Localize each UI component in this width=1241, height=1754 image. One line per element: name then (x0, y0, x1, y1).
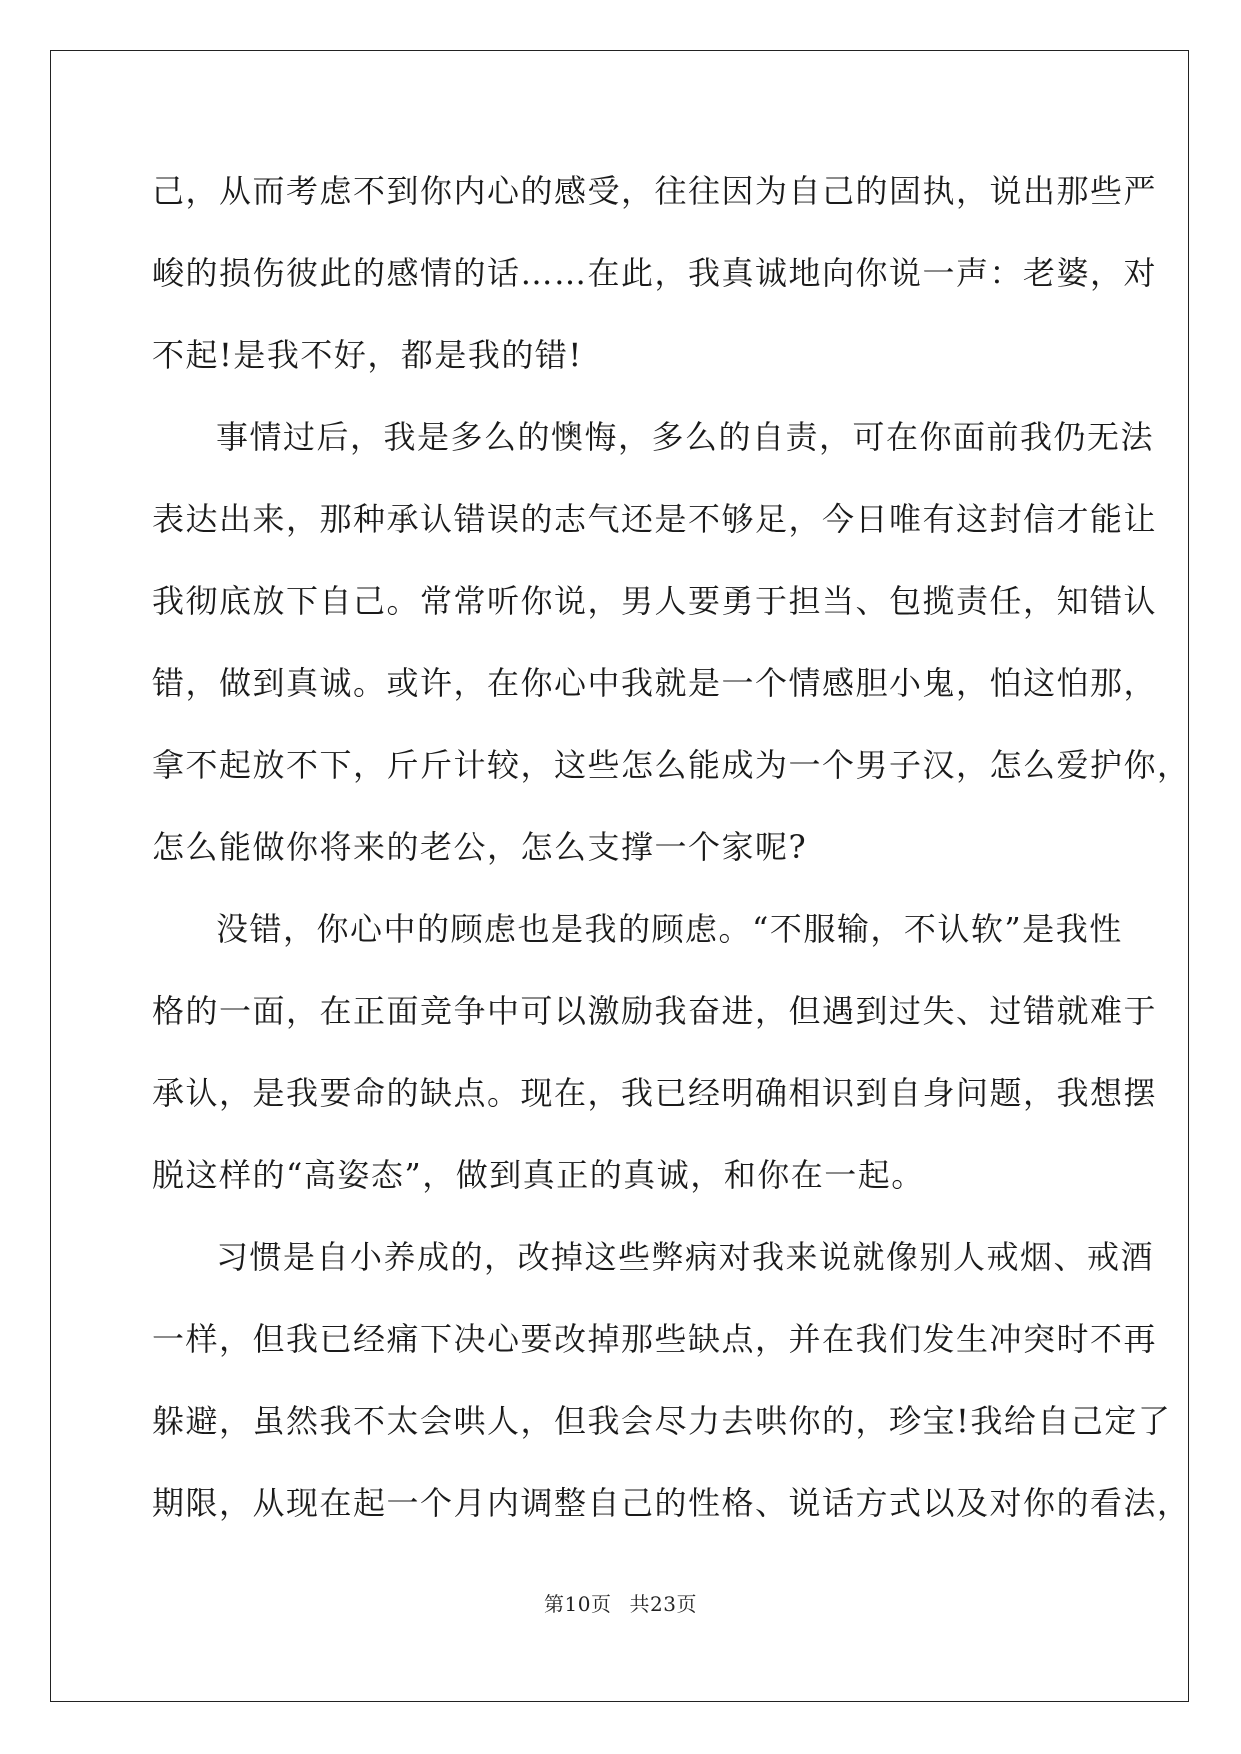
paragraph-start-line: 习惯是自小养成的，改掉这些弊病对我来说就像别人戒烟、戒酒 (216, 1238, 1155, 1276)
text-line: 怎么能做你将来的老公，怎么支撑一个家呢? (152, 828, 808, 866)
text-line: 拿不起放不下，斤斤计较，这些怎么能成为一个男子汉，怎么爱护你， (152, 746, 1191, 784)
text-line: 一样，但我已经痛下决心要改掉那些缺点，并在我们发生冲突时不再 (152, 1320, 1158, 1358)
page-number: 第10页 (544, 1592, 612, 1616)
text-line: 承认，是我要命的缺点。现在，我已经明确相识到自身问题，我想摆 (152, 1074, 1158, 1112)
paragraph-start-line: 没错，你心中的顾虑也是我的顾虑。“不服输，不认软”是我性 (216, 910, 1123, 948)
text-line: 己，从而考虑不到你内心的感受，往往因为自己的固执，说出那些严 (152, 172, 1158, 210)
text-line: 脱这样的“高姿态”，做到真正的真诚，和你在一起。 (152, 1156, 925, 1194)
text-line: 错，做到真诚。或许，在你心中我就是一个情感胆小鬼，怕这怕那， (152, 664, 1158, 702)
text-line: 格的一面，在正面竞争中可以激励我奋进，但遇到过失、过错就难于 (152, 992, 1158, 1030)
letter-body (152, 150, 1191, 1544)
page-total: 共23页 (629, 1592, 697, 1616)
text-line: 期限，从现在起一个月内调整自己的性格、说话方式以及对你的看法， (152, 1484, 1191, 1522)
text-line: 峻的损伤彼此的感情的话……在此，我真诚地向你说一声：老婆，对 (152, 254, 1158, 292)
text-line: 不起!是我不好，都是我的错! (152, 336, 583, 374)
text-line: 躲避，虽然我不太会哄人，但我会尽力去哄你的，珍宝!我给自己定了 (152, 1402, 1172, 1440)
text-line: 表达出来，那种承认错误的志气还是不够足，今日唯有这封信才能让 (152, 500, 1158, 538)
page-footer (0, 1588, 1241, 1617)
paragraph-start-line: 事情过后，我是多么的懊悔，多么的自责，可在你面前我仍无法 (216, 418, 1155, 456)
text-line: 我彻底放下自己。常常听你说，男人要勇于担当、包揽责任，知错认 (152, 582, 1158, 620)
